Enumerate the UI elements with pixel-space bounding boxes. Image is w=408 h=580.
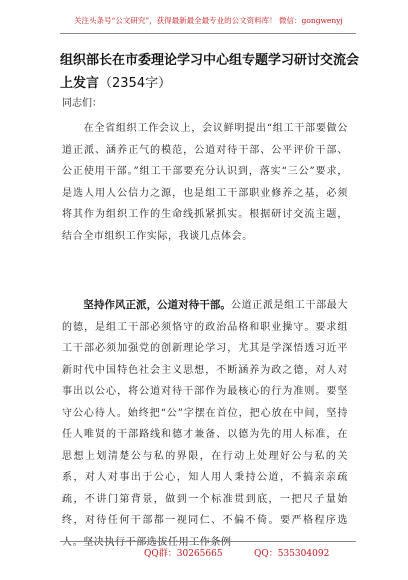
greeting: 同志们：: [62, 98, 102, 109]
paragraph-integrity: [62, 295, 348, 553]
word-count: （2354字）: [99, 76, 172, 91]
paragraph-intro: [62, 118, 348, 247]
title-text: 组织部长在市委理论学习中心组专题学习研讨交流会上发言: [60, 53, 360, 91]
header-banner: 关注头条号“公文研究”，获得最新最全最专业的公文资料库！ 微信：gongwenyj: [74, 16, 343, 25]
paragraph-integrity-text: 公道正派是组工干部最大的德，是组工干部必须恪守的政治品格和职业操守。要求组工干部必须加强党的创新理论学习，尤其是学深悟透习近平新时代中国特色社会主义思想，不断涵养为政之德，对人对事出以公心，将公道对待干部作为最核心的行为准则。要坚守公心待人。始终把“公”字摆在首位，把心放在中间，坚持任人唯贤的干部路线和德才兼备、以德为先的用人标准，在思想上划清楚公与私的界限，在行动上处理好公与私的关系，对人对事出于公心，知人用人秉持公道，不搞亲亲疏疏，不讲门第背景，做到一个标准贯到底，一把尺子量始终，对待任何干部都一视同仁、不偏不倚。要严格程序选人。坚决执行干部选拔任用工作条例: [62, 300, 348, 548]
document-title: [60, 49, 360, 95]
footer-qq-group: QQ群：30265665: [144, 549, 223, 559]
paragraph-intro-text: 在全省组织工作会议上，会议鲜明提出“组工干部要做公道正派、涵养正气的模范，公道对待干部、公平评价干部、公正使用干部。”组工干部要充分认识到，落实“三公”要求，是选人用人公信力之源，也是组工干部职业修养之基，必须将其作为组织工作的生命线抓紧抓实。根据研讨交流主题，结合全市组织工作实际，我谈几点体会。: [62, 123, 348, 242]
footer-qq: QQ：535304092: [254, 549, 330, 559]
paragraph-lead-heading: 坚持作风正派，公道对待干部。: [83, 299, 231, 311]
page-footer: [60, 541, 356, 559]
page-header: [60, 6, 356, 34]
